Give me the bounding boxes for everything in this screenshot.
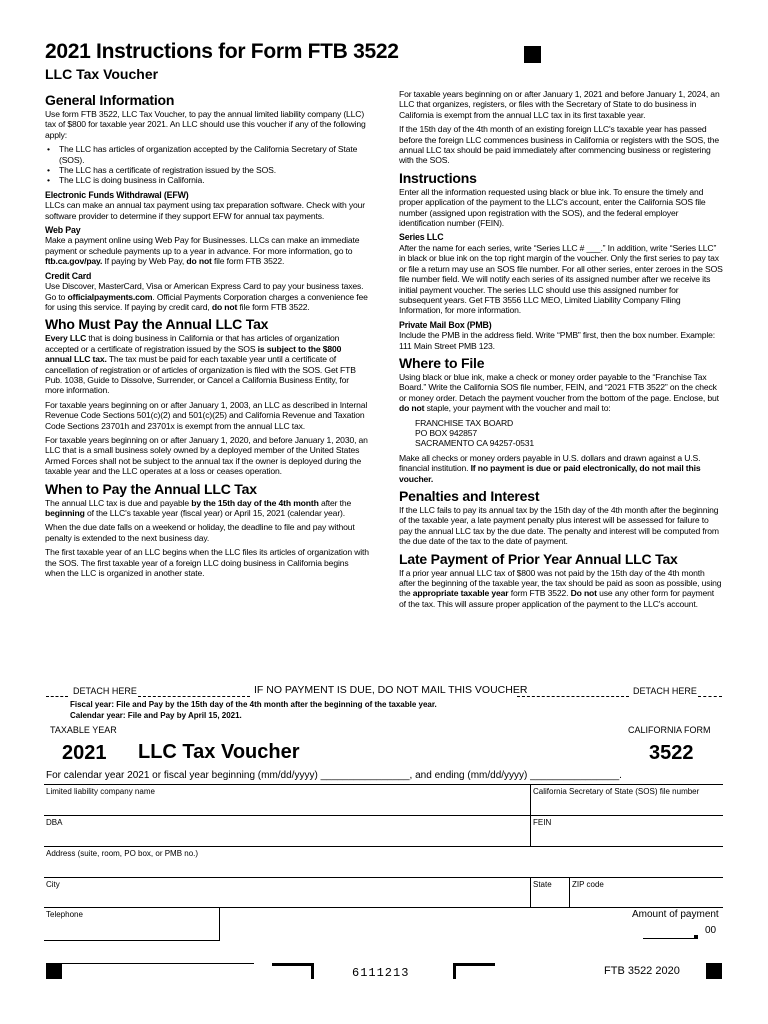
instructions-text: Enter all the information requested using black or blue ink. To ensure the timely and proper application of the payment to the LLC's account, enter the California SOS file number (assigned upon registration with the SOS), and the federal employer identification number (FEIN). [399,186,706,229]
text-run: after the [318,497,352,508]
detach-line [517,696,629,697]
detach-here-left: DETACH HERE [73,686,137,696]
late-payment-heading: Late Payment of Prior Year Annual LLC Tax [399,550,678,567]
exempt-paragraph: For taxable years beginning on or after January 1, 2003, an LLC as described in Internal Revenue Code Sections 501(c)(2) and 501(c)(25) and California Revenue and Taxation Code Sections 23701h and 23701x is exempt from the annual LLC tax. [45,399,368,431]
sos-file-number-label: California Secretary of State (SOS) file number [533,787,700,796]
fiscal-year-note: Fiscal year: File and Pay by the 15th day of the 4th month after the beginning of the taxable year. [70,700,437,709]
payment-currency-paragraph [399,453,723,484]
form-number: 3522 [649,742,694,764]
instructions-heading: Instructions [399,169,477,186]
decimal-point [694,935,698,939]
who-must-pay-text [45,333,370,395]
no-payment-notice: IF NO PAYMENT IS DUE, DO NOT MAIL THIS VOUCHER [254,684,528,696]
zip-code-label: ZIP code [572,880,604,889]
city-field[interactable] [45,890,528,906]
text-run: If paying by Web Pay, [102,256,187,267]
form-rule [44,940,220,941]
text-run: The annual LLC tax is due and payable [45,497,192,508]
fein-label: FEIN [533,818,552,827]
efw-heading: Electronic Funds Withdrawal (EFW) [45,189,189,200]
series-llc-heading: Series LLC [399,232,444,243]
detach-line-right [698,696,722,697]
left-column [45,89,370,582]
list-item: • The LLC has articles of organization accepted by the California Secretary of State (SOS). [45,144,370,165]
page-subtitle: LLC Tax Voucher [45,66,159,82]
when-to-pay-heading: When to Pay the Annual LLC Tax [45,480,257,497]
who-must-pay-heading: Who Must Pay the Annual LLC Tax [45,316,269,333]
tax-period-line: For calendar year 2021 or fiscal year beginning (mm/dd/yyyy) ________________, and ending (mm/dd/yyyy) ________________. [46,770,622,781]
credit-card-heading: Credit Card [45,270,92,281]
general-info-list [45,144,370,186]
form-rule [44,907,723,908]
state-label: State [533,880,552,889]
address-line: FRANCHISE TAX BOARD [415,417,514,428]
text-run: Using black or blue ink, make a check or money order payable to the “Franchise Tax Board.” Write the California SOS file number, FEIN, and “2021 FTB 3522” on the check or money order. Detach the payment voucher from the bottom of the page. Enclose, but [399,371,719,403]
penalties-text: If the LLC fails to pay its annual tax by the 15th day of the 4th month after the beginning of the taxable year, a late payment penalty plus interest will be assessed for failure to pay the annual LLC tax by the due date. The penalty and interest will be computed from the due date of the tax to the date of payment. [399,505,719,547]
weekend-paragraph: When the due date falls on a weekend or holiday, the deadline to file and pay without penalty is extended to the next business day. [45,522,355,543]
registration-mark [46,963,62,979]
text-run: of the LLC's taxable year (fiscal year) or April 15, 2021 (calendar year). [84,508,345,518]
text-run: The tax must be paid for each taxable year until a certificate of cancellation of registration or of articles of organization is filed with the SOS. Get FTB Pub. 1038, Guide to Dissolve, Surrender, or Cancel a California Business Entity, for more information. [45,354,356,396]
credit-card-text [45,281,370,312]
right-column [399,89,723,613]
pmb-text: Include the PMB in the address field. Write “PMB” first, then the box number. Example: 111 Main Street PMB 123. [399,330,716,351]
page-title: 2021 Instructions for Form FTB 3522 [45,40,399,63]
first-year-exempt-paragraph: For taxable years beginning on or after January 1, 2021 and before January 1, 2024, an LLC that organizes, registers, or files with the Secretary of State to do business in California is exempt from the annual LLC tax in its first taxable year. [399,89,720,120]
when-to-pay-text [45,498,370,519]
list-item: • The LLC has a certificate of registration issued by the SOS. [45,165,370,175]
webpay-text [45,235,370,266]
bold-run: do not [186,256,212,267]
scan-bracket-left [272,963,314,979]
bold-run: by the 15th day of the 4th month [191,497,319,508]
sos-file-number-field[interactable] [532,797,722,814]
general-info-intro: Use form FTB 3522, LLC Tax Voucher, to pay the annual limited liability company (LLC) tax of $800 for taxable year 2021. An LLC should use this voucher if any of the following apply: [45,109,366,140]
form-rule [62,963,254,964]
bold-run: is subject to the $800 annual LLC tax. [45,343,342,365]
form-rule [44,815,723,816]
penalties-heading: Penalties and Interest [399,488,540,504]
late-payment-text [399,568,723,610]
form-rule [219,907,220,940]
text-run: Use Discover, MasterCard, Visa or American Express Card to pay your business taxes. Go to [45,281,364,302]
voucher-year: 2021 [62,742,107,764]
form-rule [44,846,723,847]
detach-line-left [46,696,68,697]
where-to-file-heading: Where to File [399,354,485,371]
form-rule [569,877,570,907]
registration-mark [706,963,722,979]
amount-of-payment-label: Amount of payment [632,909,719,920]
telephone-field[interactable] [45,920,217,938]
california-form-label: CALIFORNIA FORM [628,725,711,735]
address-field[interactable] [45,859,722,876]
address-label: Address (suite, room, PO box, or PMB no.) [46,849,199,858]
text-run: Make all checks or money orders payable in U.S. dollars and drawn against a U.S. financial institution. [399,452,701,474]
form-rule [530,877,531,907]
general-info-heading: General Information [45,92,175,108]
zip-code-field[interactable] [571,890,722,906]
footer-form-id: FTB 3522 2020 [604,965,680,977]
dba-label: DBA [46,818,63,827]
detach-line [138,696,250,697]
bold-run: Do not [570,588,597,599]
where-to-file-text [399,372,723,414]
llc-name-field[interactable] [45,797,528,814]
fein-field[interactable] [532,828,722,845]
calendar-year-note: Calendar year: File and Pay by April 15, 2021. [70,711,242,720]
llc-name-label: Limited liability company name [46,787,155,796]
text-run: If a prior year annual LLC tax of $800 was not paid by the 15th day of the 4th month after the beginning of the taxable year, the tax should be paid as soon as possible, using the [399,567,722,599]
voucher-title: LLC Tax Voucher [138,741,300,763]
form-rule [44,877,723,878]
foreign-llc-paragraph: If the 15th day of the 4th month of an existing foreign LLC's taxable year has passed before the foreign LLC commences business in California or registers with the SOS, the annual LLC tax should be paid immediately after commencing business or registering with the SOS. [399,124,720,166]
official-payments-link[interactable]: officialpayments.com [67,291,153,302]
text-run: . Official Payments Corporation charges a convenience fee for using this service. If paying by credit card, [45,291,368,312]
taxable-year-label: TAXABLE YEAR [50,725,117,735]
mailing-address [399,418,723,449]
first-year-paragraph: The first taxable year of an LLC begins when the LLC files its articles of organization with the SOS. The first taxable year of a foreign LLC doing business in California begins when the LLC is organized in another state. [45,547,369,579]
efw-text: LLCs can make an annual tax payment using tax preparation software. Check with your software provider to determine if they support EFW for annual tax payments. [45,200,366,221]
pmb-heading: Private Mail Box (PMB) [399,319,492,330]
text-run: file form FTB 3522. [211,256,285,267]
bold-run: do not [399,403,425,414]
bold-run: beginning [45,508,85,518]
amount-cents: 00 [705,925,717,936]
text-run: Make a payment online using Web Pay for Businesses. LLCs can make an immediate payment or schedule payments up to a year in advance. For more information, go to [45,235,360,256]
webpay-heading: Web Pay [45,225,81,236]
form-rule [44,784,723,785]
dba-field[interactable] [45,828,528,845]
bold-run: If no payment is due or paid electronically, do not mail this voucher. [399,463,701,484]
scan-code: 6111213 [352,966,410,980]
registration-mark [524,46,541,63]
amount-of-payment-field[interactable] [643,924,698,939]
text-run: form FTB 3522. [508,588,571,599]
series-llc-text: After the name for each series, write “Series LLC # ___.” In addition, write “Series LLC” in black or blue ink on the top right margin of the voucher. Only the first series to pay tax or file a return may use an SOS file number. For all other series, enter zeroes in the SOS file number field. We will notify each series of its assigned number after we receive its initial payment voucher. The series LLC should use this assigned number for subsequent years. Get FTB 3556 LLC MEO, Limited Liability Company Filing Information, for more information. [399,242,723,316]
list-item: • The LLC is doing business in California. [45,175,370,185]
detach-here-right: DETACH HERE [633,686,697,696]
scan-bracket-right [453,963,495,979]
state-field[interactable] [532,890,567,906]
bold-run: appropriate taxable year [412,588,509,599]
text-run: use any other form for payment of the tax. This will assure proper application of the payment to the LLC's account. [399,588,715,609]
telephone-label: Telephone [46,910,83,919]
address-line: PO BOX 942857 [415,427,478,438]
city-label: City [46,880,60,889]
bold-run: do not [211,301,238,312]
text-run: that is doing business in California or that has articles of organization accepted or a certificate of registration issued by the SOS [45,333,340,354]
armed-forces-paragraph: For taxable years beginning on or after January 1, 2020, and before January 1, 2030, an LLC that is a small business solely owned by a deployed member of the United States Armed Forces shall not be subject to the annual tax if the owner is deployed during the taxable year and the LLC operates at a loss or ceases operation. [45,434,368,477]
text-run: staple, your payment with the voucher and mail to: [424,403,611,414]
webpay-link[interactable]: ftb.ca.gov/pay. [45,256,103,267]
text-run: file form FTB 3522. [237,301,310,312]
bold-run: Every LLC [45,333,87,344]
address-line: SACRAMENTO CA 94257-0531 [415,438,534,449]
